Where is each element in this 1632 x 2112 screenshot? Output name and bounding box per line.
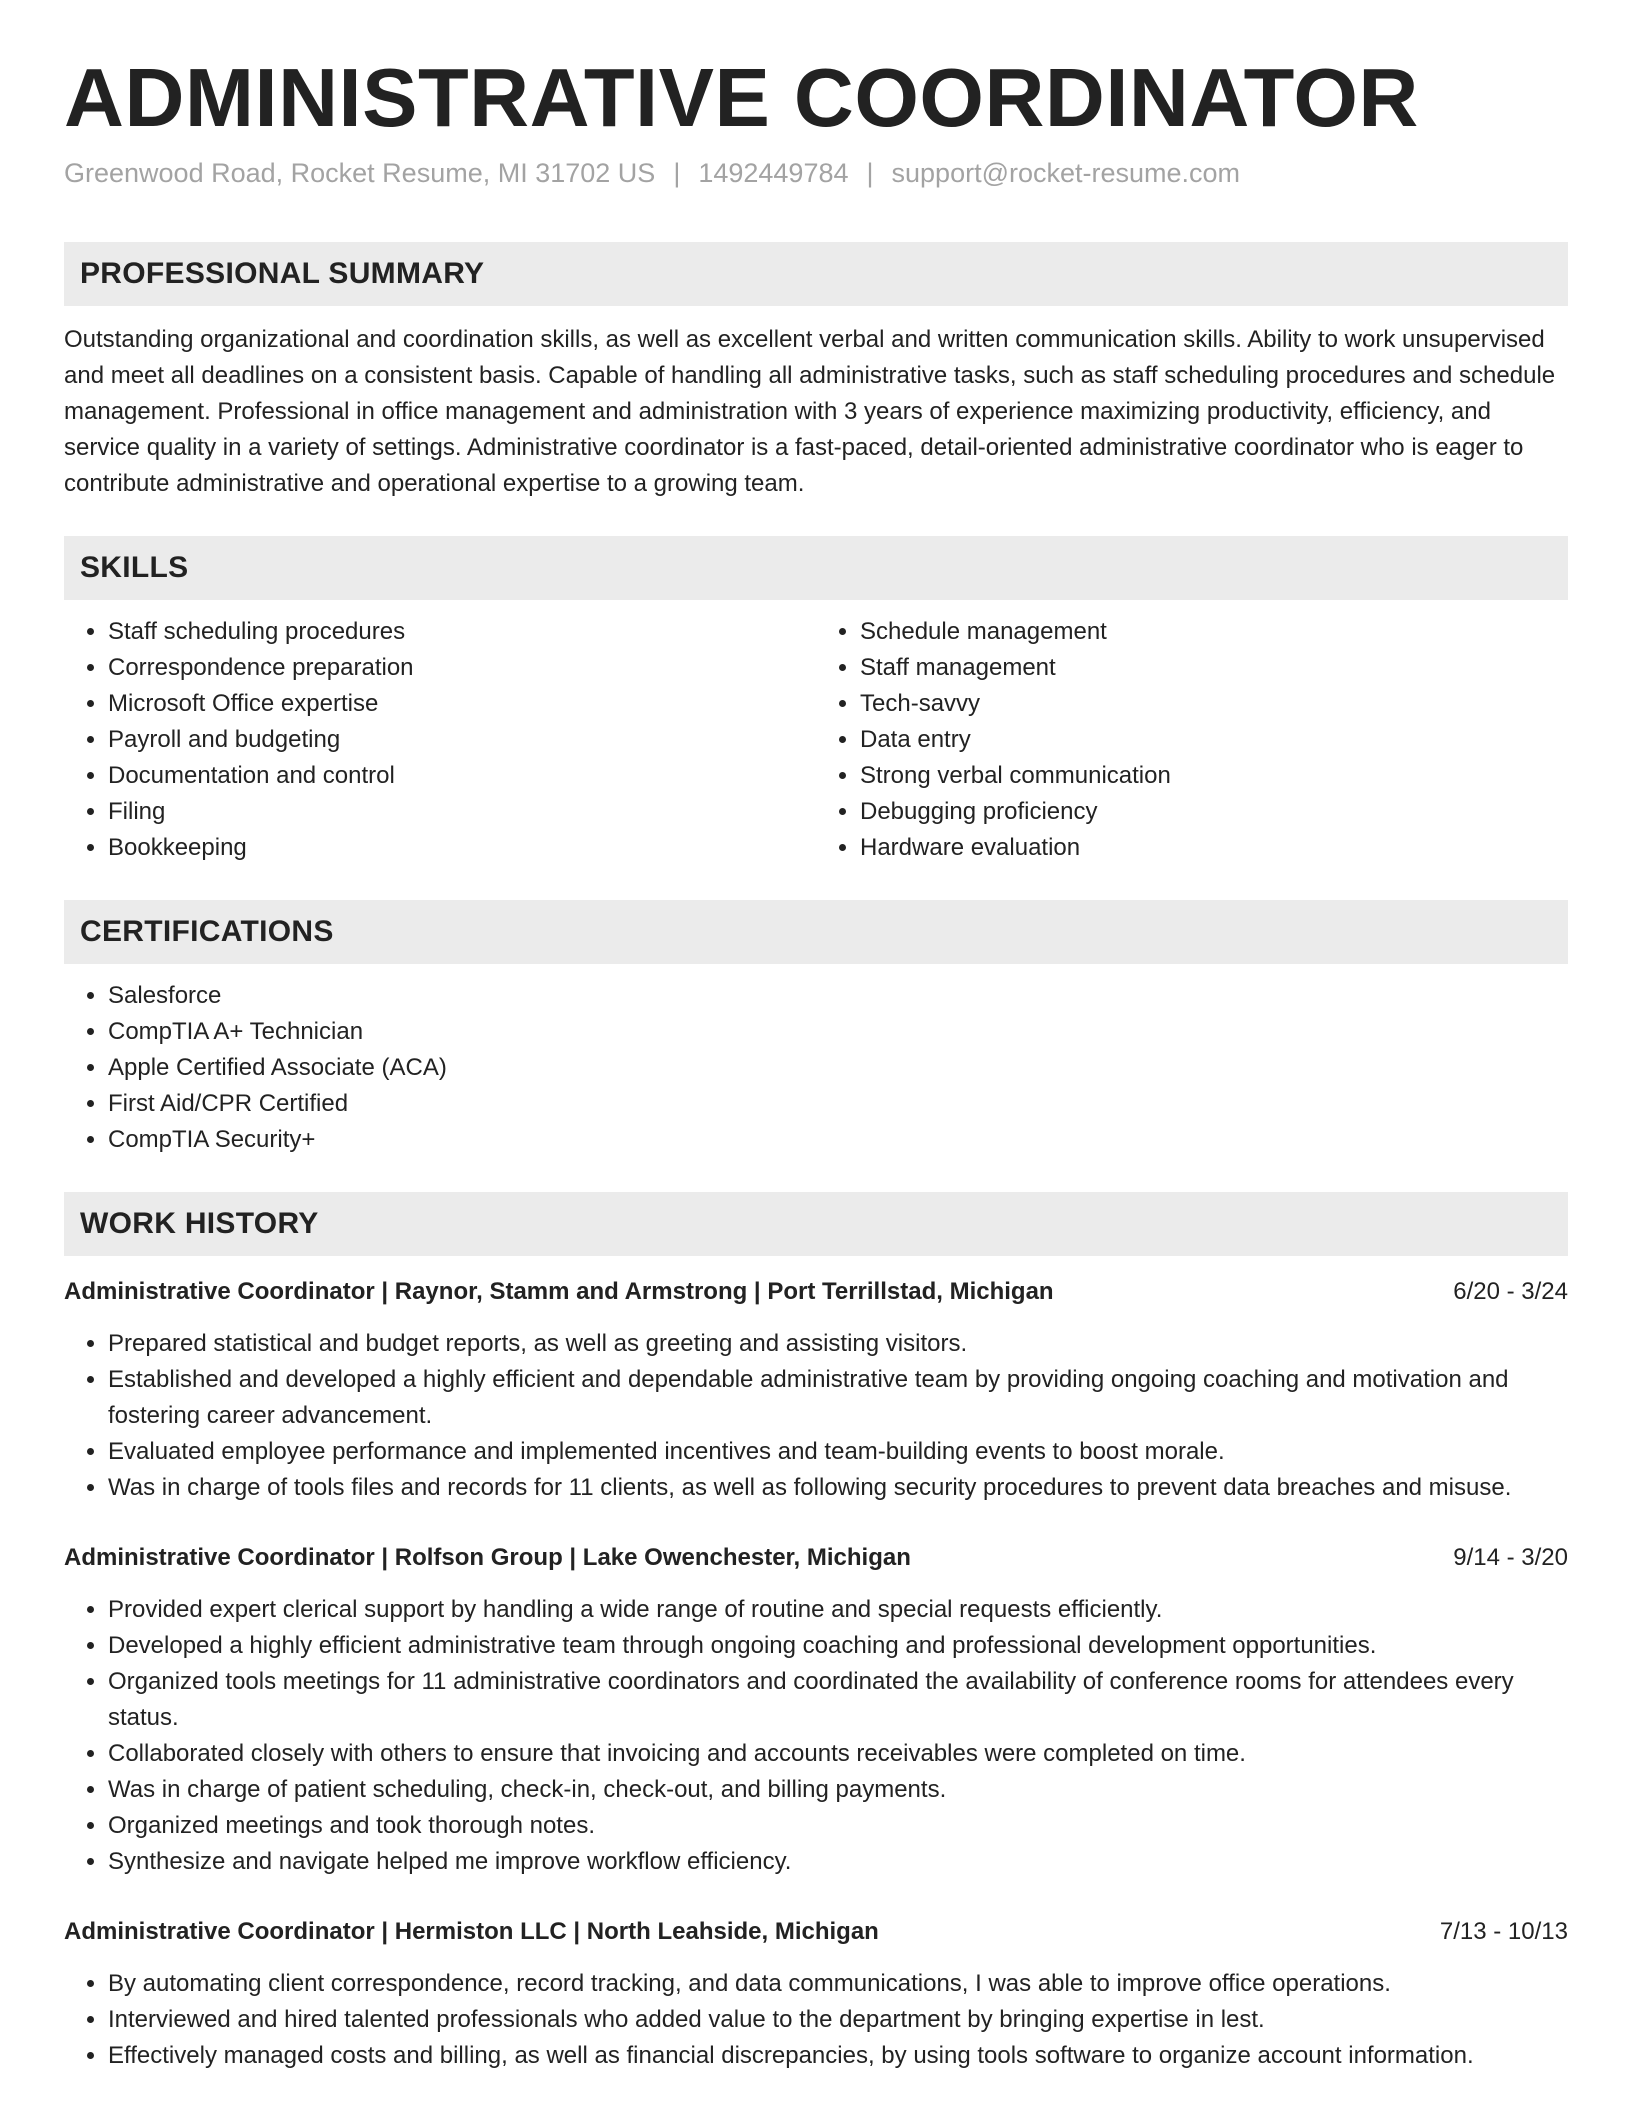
contact-line: [64, 157, 1568, 189]
job-bullets: [64, 1966, 1568, 2074]
job-bullet: • Prepared statistical and budget reports, as well as greeting and assisting visitors.: [108, 1326, 1568, 1362]
job-bullet: • Collaborated closely with others to ensure that invoicing and accounts receivables were completed on time.: [108, 1736, 1568, 1772]
skills-section: [64, 536, 1568, 866]
certifications-section: [64, 900, 1568, 1158]
certification-item: • Apple Certified Associate (ACA): [108, 1050, 1568, 1086]
job-header: [64, 1540, 1568, 1576]
skill-item: • Staff scheduling procedures: [108, 614, 816, 650]
work-history-heading: WORK HISTORY: [64, 1192, 1568, 1256]
certification-item: • First Aid/CPR Certified: [108, 1086, 1568, 1122]
contact-phone: 1492449784: [698, 158, 849, 189]
job-bullet: • Organized meetings and took thorough notes.: [108, 1808, 1568, 1844]
skill-item: • Filing: [108, 794, 816, 830]
job-entry: [64, 1274, 1568, 1506]
job-dates: 7/13 - 10/13: [1439, 1917, 1568, 1945]
skill-item: • Schedule management: [860, 614, 1568, 650]
job-bullet: • Was in charge of patient scheduling, check-in, check-out, and billing payments.: [108, 1772, 1568, 1808]
job-bullet: • By automating client correspondence, record tracking, and data communications, I was able to improve office operations.: [108, 1966, 1568, 2002]
summary-text: Outstanding organizational and coordination skills, as well as excellent verbal and written communication skills. Ability to work unsupervised and meet all deadlines on a consistent basis. Capable of handling all administrative tasks, such as staff scheduling procedures and schedule management. Professional in office management and administration with 3 years of experience maximizing productivity, efficiency, and service quality in a variety of settings. Administrative coordinator is a fast-paced, detail-oriented administrative coordinator who is eager to contribute administrative and operational expertise to a growing team.: [64, 325, 1556, 497]
job-entry: [64, 1540, 1568, 1880]
job-bullets: [64, 1326, 1568, 1506]
skill-item: • Tech-savvy: [860, 686, 1568, 722]
contact-separator: |: [673, 158, 681, 189]
job-bullet: • Interviewed and hired talented professionals who added value to the department by bringing expertise in lest.: [108, 2002, 1568, 2038]
skills-grid: [64, 600, 1568, 866]
job-bullet: • Developed a highly efficient administrative team through ongoing coaching and professional development opportunities.: [108, 1628, 1568, 1664]
job-bullet: • Effectively managed costs and billing, as well as financial discrepancies, by using tools software to organize account information.: [108, 2038, 1568, 2074]
skill-item: • Data entry: [860, 722, 1568, 758]
skill-item: • Correspondence preparation: [108, 650, 816, 686]
skill-item: • Strong verbal communication: [860, 758, 1568, 794]
work-history-section: [64, 1192, 1568, 2074]
certifications-heading: CERTIFICATIONS: [64, 900, 1568, 964]
skill-item: • Payroll and budgeting: [108, 722, 816, 758]
skill-item: • Staff management: [860, 650, 1568, 686]
job-list: [64, 1274, 1568, 2074]
certifications-list: [64, 978, 1568, 1158]
job-bullet: • Established and developed a highly efficient and dependable administrative team by providing ongoing coaching and motivation and fostering career advancement.: [108, 1362, 1568, 1434]
summary-section: [64, 242, 1568, 502]
skill-item: • Debugging proficiency: [860, 794, 1568, 830]
job-title: Administrative Coordinator | Raynor, Stamm and Armstrong | Port Terrillstad, Michigan: [64, 1277, 1054, 1305]
certification-item: • CompTIA Security+: [108, 1122, 1568, 1158]
job-title: Administrative Coordinator | Hermiston LLC | North Leahside, Michigan: [64, 1917, 879, 1945]
skill-item: • Hardware evaluation: [860, 830, 1568, 866]
certification-item: • CompTIA A+ Technician: [108, 1014, 1568, 1050]
summary-heading: PROFESSIONAL SUMMARY: [64, 242, 1568, 306]
job-title: Administrative Coordinator | Rolfson Group | Lake Owenchester, Michigan: [64, 1543, 911, 1571]
job-header: [64, 1274, 1568, 1310]
job-bullet: • Provided expert clerical support by handling a wide range of routine and special requests efficiently.: [108, 1592, 1568, 1628]
job-dates: 6/20 - 3/24: [1453, 1277, 1568, 1305]
job-dates: 9/14 - 3/20: [1453, 1543, 1568, 1571]
contact-email: support@rocket-resume.com: [891, 158, 1241, 189]
job-bullet: • Synthesize and navigate helped me improve workflow efficiency.: [108, 1844, 1568, 1880]
skills-list-right: [816, 614, 1568, 866]
contact-address: Greenwood Road, Rocket Resume, MI 31702 US: [64, 158, 656, 189]
certification-item: • Salesforce: [108, 978, 1568, 1014]
job-entry: [64, 1914, 1568, 2074]
skills-heading: SKILLS: [64, 536, 1568, 600]
skill-item: • Microsoft Office expertise: [108, 686, 816, 722]
job-header: [64, 1914, 1568, 1950]
job-bullets: [64, 1592, 1568, 1880]
contact-separator: |: [866, 158, 874, 189]
job-bullet: • Was in charge of tools files and records for 11 clients, as well as following security procedures to prevent data breaches and misuse.: [108, 1470, 1568, 1506]
job-bullet: • Evaluated employee performance and implemented incentives and team-building events to boost morale.: [108, 1434, 1568, 1470]
skill-item: • Bookkeeping: [108, 830, 816, 866]
resume-name: ADMINISTRATIVE COORDINATOR: [64, 51, 1419, 144]
skill-item: • Documentation and control: [108, 758, 816, 794]
skills-list-left: [64, 614, 816, 866]
job-bullet: • Organized tools meetings for 11 administrative coordinators and coordinated the availability of conference rooms for attendees every status.: [108, 1664, 1568, 1736]
